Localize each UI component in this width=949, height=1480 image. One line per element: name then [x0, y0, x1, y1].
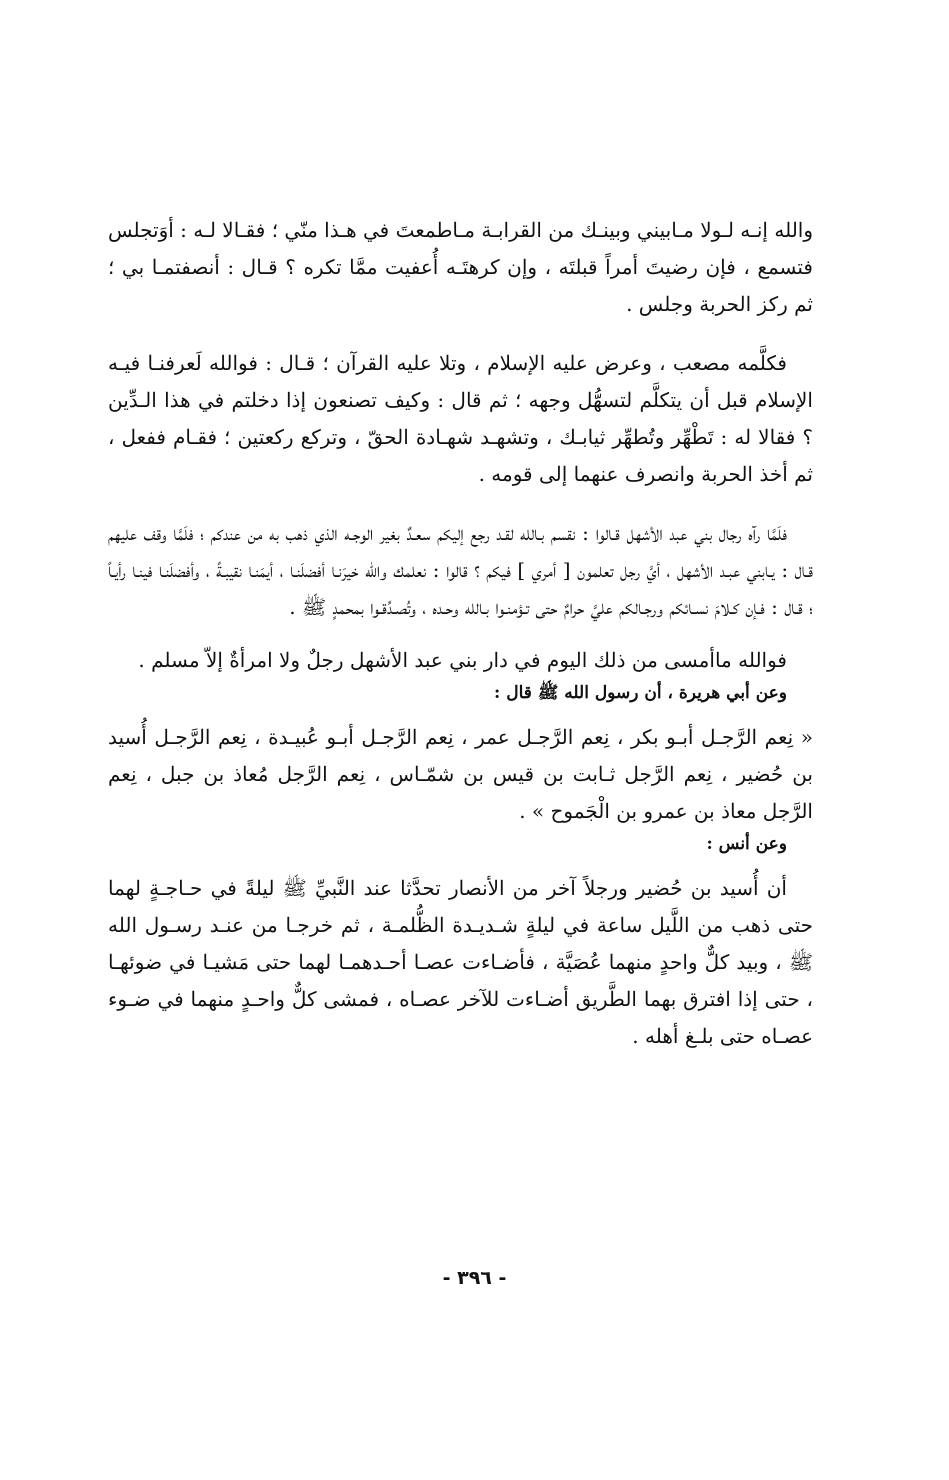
paragraph-6: أن أُسيد بن حُضير ورجلاً آخر من الأنصار تحدَّثا عند النَّبيِّ ﷺ ليلةً في حـاجـةٍ لهما حتى ذهب من اللَّيل ساعة في ليلةٍ شـديـدة الظُّلمـة ، ثم خرجـا من عنـد رسـول الله ﷺ ، وبيد كلٌّ واحدٍ منهما عُصَيَّة ، فأضـاءت عصـا أحـدهمـا لهما حتى مَشيـا في ضوئهـا ، حتى إذا افترق بهما الطَّريق أضـاءت للآخر عصـاه ، فمشى كلٌّ واحـدٍ منهما في ضـوء عصـاه حتى بلـغ أهله .	[108, 876, 813, 1048]
hadith-heading-abu-hurayra: وعن أبي هريرة ، أن رسول الله ﷺ قال :	[494, 683, 787, 703]
page-body	[108, 212, 813, 1055]
paragraph-1: والله إنـه لـولا مـابيني وبينـك من القرابـة مـاطمعتَ في هـذا منّي ؛ فقـالا لـه : أوَتجلس فتسمع ، فإن رضيتَ أمراً قبلتَه ، وإن كرهتَـه أُعفيت ممَّا تكره ؟ قـال : أنصفتمـا بي ؛ ثم ركز الحربة وجلس .	[108, 218, 813, 316]
hadith-heading-anas: وعن أنس :	[706, 834, 787, 854]
paragraph-5: « نِعم الرَّجـل أبـو بكر ، نِعم الرَّجـل عمر ، نِعم الرَّجـل أبـو عُبيـدة ، نِعم الرَّجـل أُسيد بن حُضير ، نِعم الرَّجل ثـابت بن قيس بن شمّـاس ، نِعم الرَّجل مُعاذ بن جبل ، نِعم الرَّجل معاذ بن عمرو بن الْجَموح » .	[108, 725, 813, 823]
page-number: - ٣٩٦ -	[442, 1267, 507, 1289]
paragraph-2: فكلَّمه مصعب ، وعرض عليه الإسلام ، وتلا عليه القرآن ؛ قـال : فوالله لَعرفنـا فيـه الإسلام قبل أن يتكلَّم لتسهُّل وجهه ؛ ثم قال : وكيف تصنعون إذا دخلتم في هذا الـدِّين ؟ فقالا له : تَطْهِّر وتُطهِّر ثيابـك ، وتشهـد شهـادة الحقّ ، وتركع ركعتين ؛ فقـام ففعل ، ثم أخذ الحربة وانصرف عنهما إلى قومه .	[108, 351, 813, 486]
paragraph-4: فوالله ماأمسى من ذلك اليوم في دار بني عبد الأشهل رجلٌ ولا امرأةٌ إلاّ مسلم .	[138, 648, 787, 672]
paragraph-3: فلَمَّا رآه رجال بني عبد الأشهل قـالوا : نقسم بـالله لقـد رجع إليكم سعـدٌ بغير الوجـه الذي ذهب به من عندكم ؛ فلَمَّا وقف عليهم قـال : يـابني عبـد الأشهل ، أيَّ رجل تعلمون [ أمري ] فيكم ؟ قالوا : نعلمك والله خيرَنـا أفضلَنـا ، أيمَنـا نقيبـةً ، وأفضلَنـا فينـا رأيـاً ؛ قـال : فـإن كـلامَ نسـائكم ورجـالكم عليَّ حرامٌ حتى تـؤمنـوا بـالله وحـده ، وتُصـدِّقـوا بمحمدٍ ﷺ .	[108, 521, 813, 619]
